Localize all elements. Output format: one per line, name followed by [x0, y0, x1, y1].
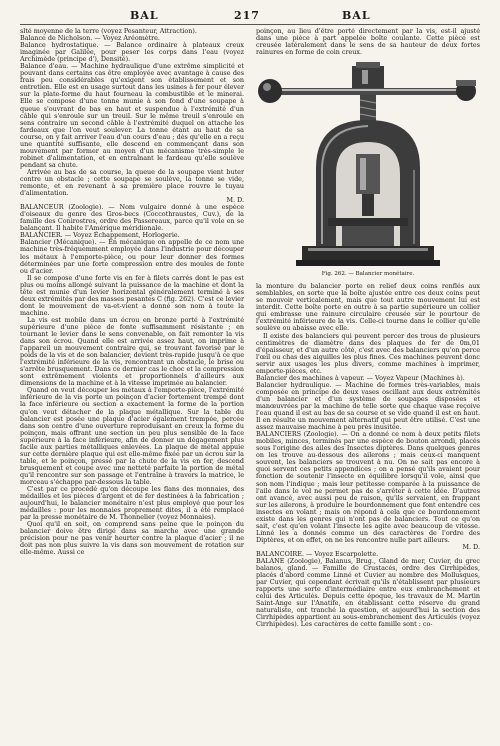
entry-balanceur: BALANCEUR (Zoologie). — Nom vulgaire donné à une espèce d'oiseaux du genre des Gros-becs (Coccothraustes, Cuv.), de la famille des Conirostres, ordre des Passereaux, parce qu'il vole en se balançant. Il habite l'Amérique méridionale. — [20, 203, 244, 233]
entry-balancier-hydraulique: Balancier hydraulique. — Machine de formes très-variables, mais composée en principe de deux vases oscillant aux deux extrémités d'un balancier et d'un système de soupapes disposées et manœuvrées par la machine de telle sorte que chaque vase reçoive l'eau quand il est au bas de sa course et se vide quand il est en haut. Il en résulte un mouvement alternatif qui peut être utilisé. C'est une assez mauvaise machine à peu près inusitée. — [256, 380, 480, 432]
figure-caption: Fig. 262. — Balancier monétaire. — [321, 271, 415, 278]
paragraph: Il existe des balanciers qui peuvent percer des trous de plusieurs centimètres de diamètre dans des plaques de fer de 0m,01 d'épaisseur, et d'un autre côté, c'est avec des balanciers qu'on perce l'œil ou chas des aiguilles les plus fines. Ces machines peuvent donc servir aux usages les plus divers, comme machines à imprimer, emporte-pièces, etc. — [256, 331, 480, 375]
paragraph: Il se compose d'une forte vis en fer à filets carrés dont le pas est plus ou moins allongé suivant la puissance de la machine et dont la tête est munie d'un levier horizontal généralement terminé à ses deux extrémités par des masses pesantes C (fig. 262). C'est ce levier dont le mouvement de va-et-vient a donné son nom à toute la machine. — [20, 273, 244, 317]
paragraph: slté moyenne de la terre (voyez Pesanteur, Attraction). — [20, 28, 197, 35]
paragraph: Quoi qu'il en soit, on comprend sans peine que le poinçon du balancier doive être dirigé dans sa marche avec une grande précision pour ne pas venir heurter contre la plaque d'acier ; il ne doit pas non plus suivre la vis dans son mouvement de rotation sur elle-même. Aussi ce — [20, 520, 244, 557]
entry-balancier-mecanique: Balancier (Mécanique). — En mécanique on appelle de ce nom une machine très-fréquemment employée dans l'industrie pour découper les métaux à l'emporte-pièce, ou pour leur donner des formes déterminées par une forte compression entre des moules de fonte ou d'acier. — [20, 238, 244, 275]
signature: M. D. — [226, 196, 244, 205]
paragraph: C'est par ce procédé qu'on découpe les flans des monnaies, des médailles et les pièces d'argent et de fer destinées à la fabrication ; aujourd'hui, le balancier monétaire n'est plus employé que pour les médailles : pour les monnaies proprement dites, il a été remplacé par la presse monétaire de M. Thonnelier (voyez Monnaies). — [20, 485, 244, 522]
paragraph: La vis est mobile dans un écrou en bronze porté à l'extrémité supérieure d'une pièce de fonte suffisamment résistante ; en tournant le levier dans le sens convenable, on fait remonter la vis dans son écrou. Quand elle est arrivée assez haut, on imprime à l'appareil un mouvement contraire qui, se trouvant favorisé par le poids de la vis et de son balancier, devient très-rapide jusqu'à ce que l'extrémité inférieure de la vis, rencontrant un obstacle, le brise ou s'arrête brusquement. Dans ce dernier cas le choc et la compression sont extrêmement violents et proportionnels d'ailleurs aux dimensions de la machine et à la vitesse imprimée au balancier. — [20, 315, 244, 388]
left-column — [20, 28, 244, 740]
entry-balane: BALANE (Zoologie), Balanus, Brug., Gland de mer, Cuvier, du grec balanos, gland. — Famille de Crustacés, ordre des Cirrhipèdes, placés d'abord comme Linné et Cuvier au nombre des Mollusques, par Cuvier, qui cependant écrivait qu'ils n'établissent par plusieurs rapports une sorte d'intermédiaire entre eux embranchement et celui des Articulés. Depuis cette époque, les travaux de M. Martin Saint-Ange sur l'Anatife, en établissant cette réserve du grand naturaliste, ont tranché la question, et aujourd'hui la section des Cirrhipèdes appartient au sous-embranchement des Articulés (voyez Cirrhipèdes). Les caractères de cette famille sont : co- — [256, 557, 480, 629]
paragraph: la monture du balancier porte en relief deux coins renflés aux semblables, en sorte que la boîte ajustée entre ces deux coins peut se mouvoir verticalement, mais que tout autre mouvement lui est interdit. Cette boîte porte en outre à sa partie supérieure un collier qui embrasse une rainure circulaire creusée sur le pourtour de l'extrémité inférieure de la vis. Celle-ci tourne dans le collier qu'elle soulève ou abaisse avec elle. — [256, 282, 480, 333]
entry-balance-eau: Balance d'eau. — Machine hydraulique d'une extrême simplicité et pouvant dans certains cas être employée avec avantage à cause des frais peu considérables qu'exigent son établissement et son entretien. Elle est en usage surtout dans les usines à fer pour élever sur la plate-forme du haut fourneau la combustible et le minerai. Elle se compose d'une tonne munie à son fond d'une soupape à queue s'ouvrant de bas en haut et suspendue à l'extrémité d'un câble qui s'enroule sur un treuil. Sur le même treuil s'enroule en sens contraire un second câble à l'extrémité duquel on attache les fardeaux que l'on veut soulever. La tonne étant au haut de sa course, on y fait arriver l'eau d'un cours d'eau ; dès qu'elle en a reçu une quantité suffisante, elle descend en commençant dans son mouvement par former au moyen d'un mécanisme très-simple le robinet d'alimentation, et en entraînant le fardeau qu'elle soulève pendant sa chute. — [20, 62, 244, 169]
header-left-word: BAL — [130, 9, 159, 22]
paragraph: Arrivée au bas de sa course, la queue de la soupape vient buter contre un obstacle ; cette soupape se soulève, la tonne se vide, remonte, et en revenant à sa première place rouvre le tuyau d'alimentation. — [20, 167, 244, 198]
entry-balancier: BALANCIER. — Voyez Échappement, Horlogerie. — [20, 231, 180, 240]
header-right-word: BAL — [342, 9, 371, 22]
entry-balancoire: BALANCOIRE. — Voyez Escarpolette. — [256, 549, 379, 558]
running-header — [20, 9, 480, 23]
right-column — [256, 28, 480, 740]
entry-balance-hydrostatique: Balance hydrostatique. — Balance ordinaire à plateaux creux imaginée par Galilée, pour peser les corps dans l'eau (voyez Archimède (principe d'), Densité). — [20, 41, 244, 64]
paragraph: poinçon, au lieu d'être porté directement par la vis, est-il ajusté dans une pièce à part appelée boîte coulante. Cette pièce est creusée latéralement dans le sens de sa hauteur de deux fortes rainures en forme de coin creux. — [256, 28, 480, 57]
entry-balanciers-zoologie: BALANCIERS (Zoologie). — On a donné ce nom à deux petits filets mobiles, minces, terminés par une espèce de bouton arrondi, placés sous l'origine des ailes des Insectes diptères. Dans quelques genres on les trouve au-dessous des ailerons ; mais ceux-ci manquent souvent, les balanciers se trouvent à nu. On ne sait pas encore à quoi servent ces petits appendices ; on a pensé qu'ils avaient pour fonction de soutenir l'insecte en équilibre lorsqu'il vole, ainsi que son nom l'indique ; mais leur petitesse comparée à la puissance de l'aile dans le vol ne permet pas de s'arrêter à cette idée. D'autres ont avancé, avec aussi peu de raison, qu'ils servaient, en frappant sur les ailerons, à produire le bourdonnement que font entendre ces insectes en volant ; mais on répond à cela que ce bourdonnement existe dans les genres qui n'ont pas de balanciers. Tout ce qu'on sait, c'est qu'en volant l'insecte les agite avec beaucoup de vitesse. Linné les a donnés comme un des caractères de l'ordre des Diptères, et on effet, on ne les rencontre nulle part ailleurs. — [256, 430, 480, 544]
page-number: 217 — [234, 9, 260, 22]
header-rule — [20, 24, 480, 25]
paragraph: Quand on veut découper les métaux à l'emporte-pièce, l'extrémité inférieure de la vis porte un poinçon d'acier fortement trempé dont la face inférieure ou section a exactement la forme de la portion qu'on veut détacher de la plaque métallique. Sur la table du balancier est posée une plaque d'acier également trempée, percée dans son centre d'une ouverture reproduisant en creux la forme du poinçon, mais offrant une section un peu plus sensible de la face supérieure à la face inférieure, afin de donner un dégagement plus facile aux parties métalliques enlevées. La plaque de métal appuie sur cette dernière plaque qui est elle-même fixée par un écrou sur la table, et le poinçon, pressé par la chute de la vis en fer, descend brusquement et coupe avec une netteté parfaite la portion de métal qu'il rencontre sur son passage et l'entraîne à travers la matrice, le morceau s'échappe par-dessous la table. — [20, 386, 244, 486]
figure-balancier — [256, 58, 480, 280]
entry-balancier-vapeur: Balancier des machines à vapeur. — Voyez Vapeur (Machines à). — [256, 373, 465, 382]
entry-balance-nicholson: Balance de Nicholson. — Voyez Aréomètre. — [20, 34, 160, 43]
signature: M. D. — [462, 542, 480, 551]
coin-press-balancier-icon — [256, 58, 480, 270]
